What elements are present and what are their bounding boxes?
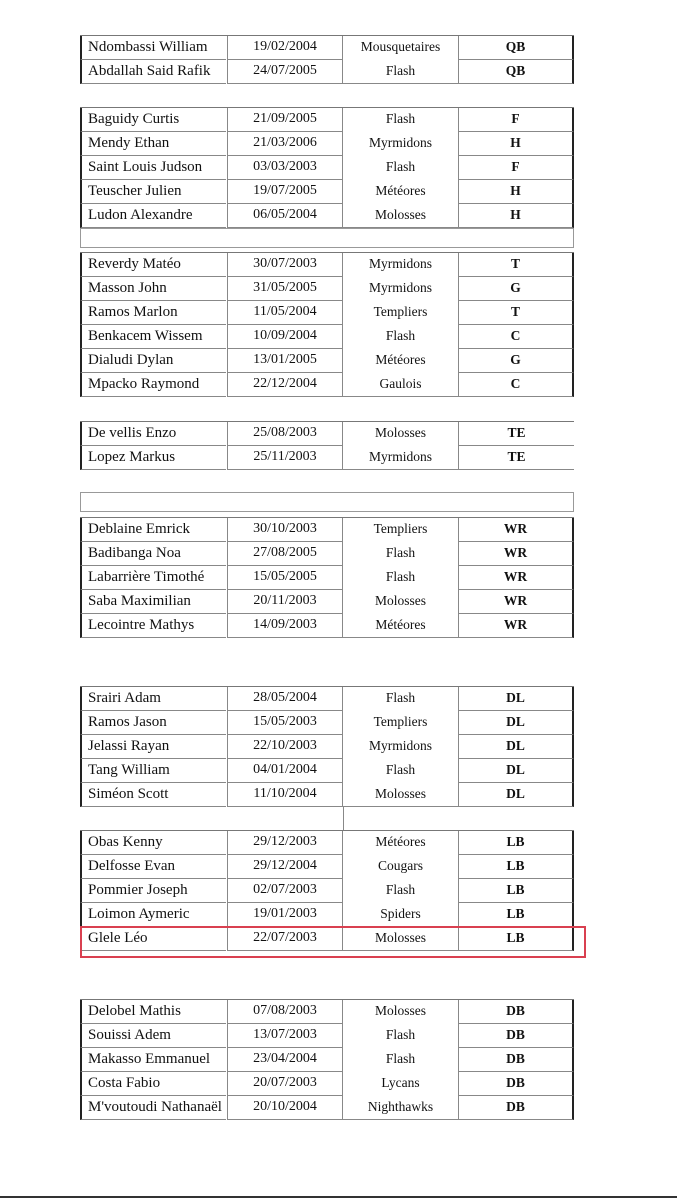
table-row [80,107,574,132]
position: DB [458,1024,574,1048]
club-name: Flash [342,108,458,132]
birth-date: 10/09/2004 [227,325,342,349]
birth-date: 15/05/2003 [227,711,342,735]
club-name: Flash [342,1048,458,1072]
table-row [80,373,574,397]
divider [343,806,344,830]
club-name: Mousquetaires [342,36,458,60]
player-name: Lopez Markus [80,446,226,470]
blank-row [80,228,574,248]
club-name: Spiders [342,903,458,927]
blank-row [80,492,574,512]
birth-date: 13/01/2005 [227,349,342,373]
table-row [80,1072,574,1096]
player-name: Pommier Joseph [80,879,226,903]
birth-date: 30/07/2003 [227,253,342,277]
birth-date: 31/05/2005 [227,277,342,301]
player-name: Siméon Scott [80,783,226,807]
position: DB [458,1048,574,1072]
table-row [80,783,574,807]
birth-date: 28/05/2004 [227,687,342,711]
position: G [458,277,574,301]
club-name: Lycans [342,1072,458,1096]
table-row [80,180,574,204]
player-name: Ramos Jason [80,711,226,735]
club-name: Myrmidons [342,277,458,301]
club-name: Cougars [342,855,458,879]
table-row [80,252,574,277]
position: H [458,132,574,156]
position: DL [458,759,574,783]
club-name: Flash [342,325,458,349]
birth-date: 06/05/2004 [227,204,342,228]
birth-date: 24/07/2005 [227,60,342,84]
table-row [80,204,574,228]
player-name: Delfosse Evan [80,855,226,879]
club-name: Météores [342,349,458,373]
table-row [80,830,574,855]
position: T [458,301,574,325]
table-row [80,566,574,590]
player-name: Ndombassi William [80,36,226,60]
player-name: Tang William [80,759,226,783]
birth-date: 03/03/2003 [227,156,342,180]
table-row [80,879,574,903]
position: DL [458,735,574,759]
position: DL [458,711,574,735]
position: WR [458,542,574,566]
table-row [80,277,574,301]
roster-group-backs [80,107,574,228]
table-row [80,421,574,446]
player-name: Makasso Emmanuel [80,1048,226,1072]
player-name: Glele Léo [80,927,226,951]
birth-date: 15/05/2005 [227,566,342,590]
position: QB [458,60,574,84]
birth-date: 14/09/2003 [227,614,342,638]
player-name: Srairi Adam [80,687,226,711]
club-name: Molosses [342,927,458,951]
player-name: Badibanga Noa [80,542,226,566]
birth-date: 21/09/2005 [227,108,342,132]
player-name: Reverdy Matéo [80,253,226,277]
position: LB [458,855,574,879]
position: LB [458,927,574,951]
birth-date: 19/02/2004 [227,36,342,60]
birth-date: 02/07/2003 [227,879,342,903]
club-name: Météores [342,831,458,855]
position: TE [458,446,574,470]
birth-date: 25/08/2003 [227,422,342,446]
table-row [80,132,574,156]
position: C [458,373,574,397]
table-row [80,542,574,566]
table-row [80,446,574,470]
club-name: Flash [342,566,458,590]
birth-date: 11/05/2004 [227,301,342,325]
table-row [80,349,574,373]
birth-date: 11/10/2004 [227,783,342,807]
player-name: Deblaine Emrick [80,518,226,542]
club-name: Myrmidons [342,132,458,156]
club-name: Nighthawks [342,1096,458,1120]
highlight-box [80,926,586,958]
birth-date: 29/12/2003 [227,831,342,855]
table-row [80,590,574,614]
player-name: Saba Maximilian [80,590,226,614]
position: H [458,180,574,204]
roster-group-dl [80,686,574,807]
position: DB [458,1096,574,1120]
club-name: Météores [342,180,458,204]
position: WR [458,614,574,638]
position: DL [458,783,574,807]
table-row [80,999,574,1024]
position: G [458,349,574,373]
position: C [458,325,574,349]
birth-date: 30/10/2003 [227,518,342,542]
table-row [80,759,574,783]
birth-date: 13/07/2003 [227,1024,342,1048]
club-name: Molosses [342,1000,458,1024]
roster-group-wr [80,517,574,638]
birth-date: 20/10/2004 [227,1096,342,1120]
club-name: Météores [342,614,458,638]
table-row [80,686,574,711]
club-name: Flash [342,759,458,783]
club-name: Templiers [342,518,458,542]
player-name: Jelassi Rayan [80,735,226,759]
player-name: Mendy Ethan [80,132,226,156]
position: LB [458,903,574,927]
position: TE [458,422,574,446]
player-name: Costa Fabio [80,1072,226,1096]
club-name: Myrmidons [342,446,458,470]
table-row [80,35,574,60]
position: WR [458,518,574,542]
position: DB [458,1000,574,1024]
club-name: Templiers [342,301,458,325]
roster-group-te [80,421,574,470]
player-name: Lecointre Mathys [80,614,226,638]
birth-date: 23/04/2004 [227,1048,342,1072]
birth-date: 25/11/2003 [227,446,342,470]
birth-date: 20/07/2003 [227,1072,342,1096]
position: WR [458,566,574,590]
position: F [458,108,574,132]
player-name: Teuscher Julien [80,180,226,204]
club-name: Flash [342,60,458,84]
player-name: M'voutoudi Nathanaël [80,1096,226,1120]
birth-date: 19/01/2003 [227,903,342,927]
position: WR [458,590,574,614]
birth-date: 07/08/2003 [227,1000,342,1024]
player-name: Souissi Adem [80,1024,226,1048]
player-name: Obas Kenny [80,831,226,855]
club-name: Molosses [342,590,458,614]
birth-date: 04/01/2004 [227,759,342,783]
table-row [80,855,574,879]
birth-date: 27/08/2005 [227,542,342,566]
table-row [80,156,574,180]
roster-group-qb [80,35,574,84]
club-name: Myrmidons [342,735,458,759]
table-row [80,614,574,638]
birth-date: 20/11/2003 [227,590,342,614]
player-name: De vellis Enzo [80,422,226,446]
birth-date: 22/12/2004 [227,373,342,397]
birth-date: 22/10/2003 [227,735,342,759]
position: T [458,253,574,277]
position: H [458,204,574,228]
table-row [80,711,574,735]
player-name: Ludon Alexandre [80,204,226,228]
player-name: Dialudi Dylan [80,349,226,373]
table-row [80,301,574,325]
birth-date: 22/07/2003 [227,927,342,951]
roster-group-linemen [80,252,574,397]
club-name: Flash [342,879,458,903]
table-row [80,735,574,759]
position: QB [458,36,574,60]
birth-date: 19/07/2005 [227,180,342,204]
birth-date: 21/03/2006 [227,132,342,156]
player-name: Labarrière Timothé [80,566,226,590]
club-name: Flash [342,542,458,566]
club-name: Molosses [342,204,458,228]
player-name: Baguidy Curtis [80,108,226,132]
position: DB [458,1072,574,1096]
player-name: Benkacem Wissem [80,325,226,349]
position: F [458,156,574,180]
position: LB [458,831,574,855]
table-row [80,517,574,542]
player-name: Mpacko Raymond [80,373,226,397]
table-row [80,903,574,927]
table-row [80,1048,574,1072]
roster-group-db [80,999,574,1120]
position: LB [458,879,574,903]
player-name: Masson John [80,277,226,301]
club-name: Flash [342,156,458,180]
club-name: Molosses [342,783,458,807]
table-row [80,60,574,84]
club-name: Myrmidons [342,253,458,277]
club-name: Flash [342,1024,458,1048]
player-name: Saint Louis Judson [80,156,226,180]
player-name: Abdallah Said Rafik [80,60,226,84]
table-row [80,1096,574,1120]
player-name: Delobel Mathis [80,1000,226,1024]
table-row [80,1024,574,1048]
page-bottom-edge [0,1196,677,1198]
club-name: Gaulois [342,373,458,397]
player-name: Loimon Aymeric [80,903,226,927]
birth-date: 29/12/2004 [227,855,342,879]
table-row [80,325,574,349]
club-name: Molosses [342,422,458,446]
position: DL [458,687,574,711]
club-name: Flash [342,687,458,711]
player-name: Ramos Marlon [80,301,226,325]
club-name: Templiers [342,711,458,735]
